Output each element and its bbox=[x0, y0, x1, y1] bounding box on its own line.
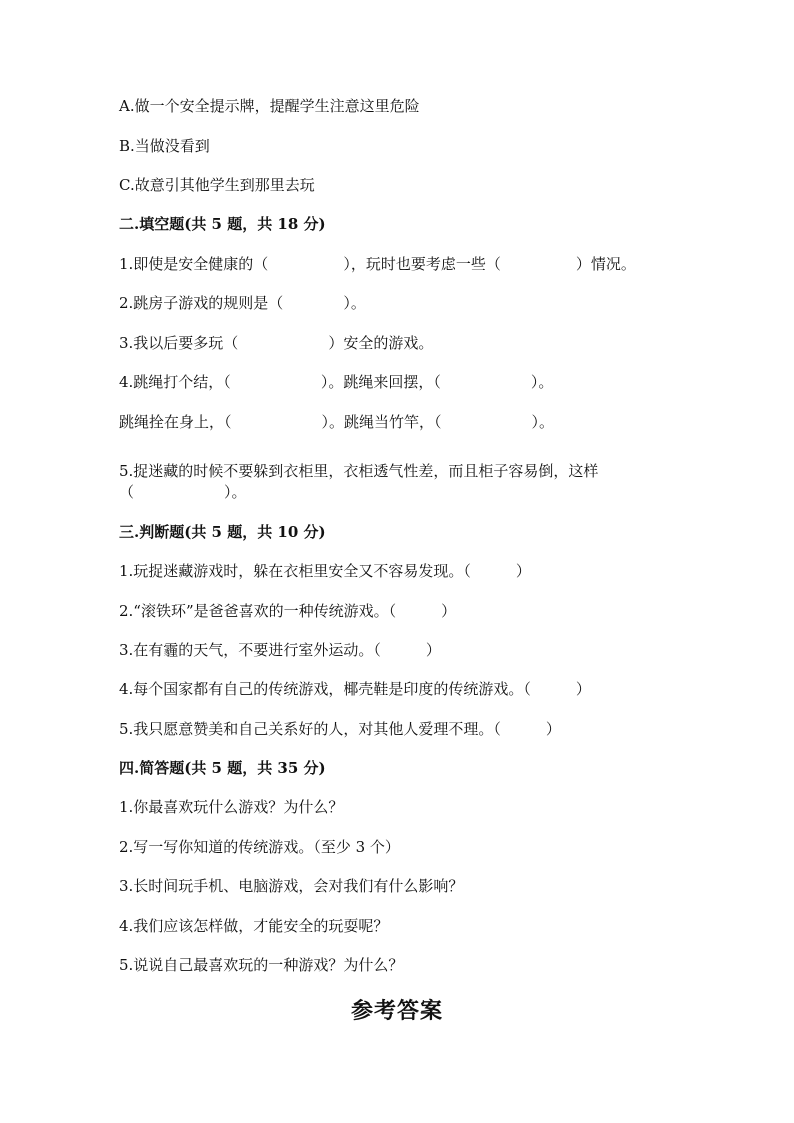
short-answer-question-3: 3.长时间玩手机、电脑游戏，会对我们有什么影响？ bbox=[119, 877, 464, 895]
section-true-false-heading: 三.判断题(共 5 题，共 10 分) bbox=[119, 523, 326, 541]
section-short-answer-heading: 四.简答题(共 5 题，共 35 分) bbox=[119, 759, 326, 777]
answer-key-title: 参考答案 bbox=[350, 998, 443, 1024]
fill-blank-question-2: 2.跳房子游戏的规则是（ ）。 bbox=[119, 294, 366, 312]
fill-blank-question-1: 1.即使是安全健康的（ ），玩时也要考虑一些（ ）情况。 bbox=[119, 255, 636, 273]
fill-blank-question-5-line-1: 5.捉迷藏的时候不要躲到衣柜里，衣柜透气性差，而且柜子容易倒，这样 bbox=[119, 462, 599, 480]
section-fill-blank-heading: 二.填空题(共 5 题，共 18 分) bbox=[119, 215, 326, 233]
true-false-question-5: 5.我只愿意赞美和自己关系好的人，对其他人爱理不理。（ ） bbox=[119, 720, 561, 738]
true-false-question-4: 4.每个国家都有自己的传统游戏，椰壳鞋是印度的传统游戏。（ ） bbox=[119, 680, 591, 698]
true-false-question-2: 2.“滚铁环”是爸爸喜欢的一种传统游戏。（ ） bbox=[119, 602, 457, 620]
fill-blank-question-4-line-1: 4.跳绳打个结，（ ）。跳绳来回摆，（ ）。 bbox=[119, 373, 554, 391]
option-b: B.当做没看到 bbox=[119, 137, 210, 155]
true-false-question-3: 3.在有霾的天气，不要进行室外运动。（ ） bbox=[119, 641, 441, 659]
option-a: A.做一个安全提示牌，提醒学生注意这里危险 bbox=[119, 97, 420, 115]
short-answer-question-4: 4.我们应该怎样做，才能安全的玩耍呢？ bbox=[119, 917, 389, 935]
short-answer-question-5: 5.说说自己最喜欢玩的一种游戏？为什么？ bbox=[119, 956, 404, 974]
option-c: C.故意引其他学生到那里去玩 bbox=[119, 176, 315, 194]
fill-blank-question-3: 3.我以后要多玩（ ）安全的游戏。 bbox=[119, 334, 434, 352]
short-answer-question-2: 2.写一写你知道的传统游戏。（至少 3 个） bbox=[119, 838, 400, 856]
fill-blank-question-4-line-2: 跳绳拴在身上，（ ）。跳绳当竹竿，（ ）。 bbox=[119, 413, 555, 431]
short-answer-question-1: 1.你最喜欢玩什么游戏？为什么？ bbox=[119, 798, 344, 816]
true-false-question-1: 1.玩捉迷藏游戏时，躲在衣柜里安全又不容易发现。（ ） bbox=[119, 562, 531, 580]
fill-blank-question-5-line-2: （ ）。 bbox=[119, 483, 247, 501]
